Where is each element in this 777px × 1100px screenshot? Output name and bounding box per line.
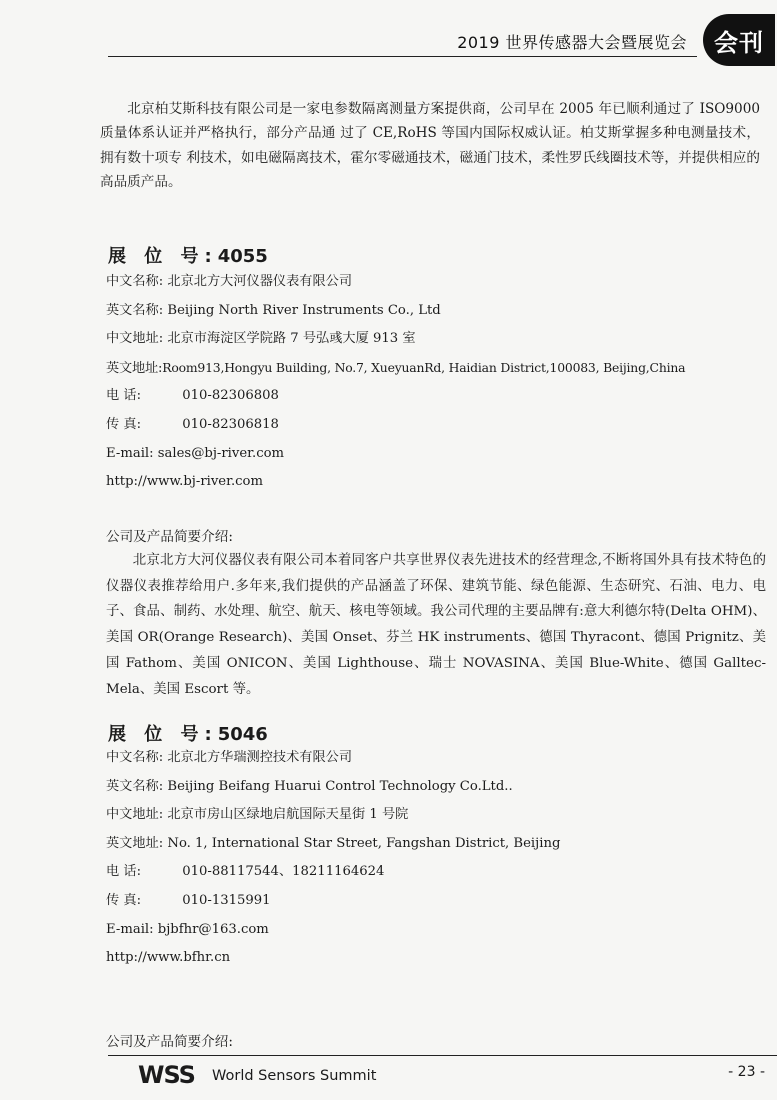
- fax-key: 传 真:: [106, 416, 142, 432]
- exhibitor2-details: [106, 750, 766, 973]
- en-name-value: Beijing Beifang Huarui Control Technology Co.Ltd..: [167, 778, 513, 794]
- tel-key: 电 话:: [106, 388, 142, 404]
- company-intro-text: 北京北方大河仪器仪表有限公司本着同客户共享世界仪表先进技术的经营理念,不断将国外具有技术特色的仪器仪表推荐给用户.多年来,我们提供的产品涵盖了环保、建筑节能、绿色能源、生态研究、石油、电力、电子、食品、制药、水处理、航空、航天、核电等领域。我公司代理的主要品牌有:意大利德尔特(Delta OHM)、美国 OR(Orange Research)、美国 Onset、芬兰 HK instruments、德国 Thyracont、德国 Prignitz、美国 Fathom、美国 ONICON、美国 Lighthouse、瑞士 NOVASINA、美国 Blue-White、德国 Galltec-Mela、美国 Escort 等。: [106, 553, 766, 697]
- cn-name-row: [106, 744, 766, 773]
- header-badge: 会刊: [703, 14, 775, 66]
- wss-logo: WSS: [138, 1061, 195, 1089]
- en-address-row: [106, 830, 766, 859]
- cn-address-key: 中文地址:: [106, 331, 164, 347]
- email-row: [106, 916, 766, 945]
- tel-key: 电 话:: [106, 864, 142, 880]
- cn-address-key: 中文地址:: [106, 807, 164, 823]
- en-name-value: Beijing North River Instruments Co., Ltd: [167, 302, 441, 318]
- cn-address-value: 北京市海淀区学院路 7 号弘彧大厦 913 室: [167, 331, 416, 347]
- exhibitor1-details: [106, 268, 766, 497]
- booth-heading-5046: [108, 720, 268, 746]
- cn-name-row: [106, 268, 766, 297]
- booth-number: 5046: [217, 724, 268, 745]
- fax-key: 传 真:: [106, 892, 142, 908]
- tel-value: 010-82306808: [182, 388, 279, 404]
- page-number: - 23 -: [728, 1064, 765, 1080]
- fax-row: [106, 887, 766, 916]
- cn-name-key: 中文名称:: [106, 274, 164, 289]
- website-link[interactable]: http://www.bfhr.cn: [106, 950, 231, 966]
- website-row: [106, 468, 766, 497]
- en-name-key: 英文名称:: [106, 778, 164, 794]
- cn-address-row: [106, 325, 766, 354]
- footer-organization: World Sensors Summit: [212, 1068, 377, 1084]
- tel-row: [106, 382, 766, 411]
- booth-label: 展 位 号:: [108, 246, 218, 267]
- en-name-row: [106, 773, 766, 802]
- company-intro-title: 公司及产品简要介绍:: [106, 1034, 233, 1050]
- email-value[interactable]: bjbfhr@163.com: [157, 921, 269, 937]
- booth-heading-4055: [108, 242, 268, 268]
- email-row: [106, 440, 766, 469]
- en-address-key: 英文地址:: [106, 835, 164, 851]
- fax-row: [106, 411, 766, 440]
- email-value[interactable]: sales@bj-river.com: [157, 445, 285, 461]
- intro-paragraph: 北京柏艾斯科技有限公司是一家电参数隔离测量方案提供商，公司早在 2005 年已顺利通过了 ISO9000 质量体系认证并严格执行，部分产品通 过了 CE,RoHS 等国内国际权威认证。柏艾斯掌握多种电测量技术，拥有数十项专 利技术，如电磁隔离技术，霍尔零磁通技术，磁通门技术，柔性罗氏线圈技术等，并提供相应的高品质产品。: [100, 101, 760, 191]
- company-intro-title: 公司及产品简要介绍:: [106, 529, 233, 545]
- en-address-key: 英文地址:: [106, 360, 163, 376]
- header-rule: [108, 56, 697, 57]
- booth-number: 4055: [217, 246, 268, 267]
- cn-name-value: 北京北方大河仪器仪表有限公司: [167, 274, 353, 289]
- email-key: E-mail:: [106, 445, 154, 461]
- fax-value: 010-1315991: [182, 892, 271, 908]
- cn-address-value: 北京市房山区绿地启航国际天星街 1 号院: [167, 807, 409, 823]
- fax-value: 010-82306818: [182, 416, 279, 432]
- booth-label: 展 位 号:: [108, 724, 218, 745]
- en-address-value: Room913,Hongyu Building, No.7, XueyuanRd, Haidian District,100083, Beijing,China: [162, 359, 686, 375]
- en-name-row: [106, 297, 766, 326]
- footer-rule: [108, 1055, 777, 1056]
- website-row: [106, 944, 766, 973]
- tel-row: [106, 858, 766, 887]
- tel-value: 010-88117544、18211164624: [182, 864, 385, 880]
- email-key: E-mail:: [106, 921, 154, 937]
- en-address-value: No. 1, International Star Street, Fangshan District, Beijing: [167, 835, 561, 851]
- en-address-row: [106, 354, 766, 383]
- cn-name-key: 中文名称:: [106, 750, 164, 765]
- en-name-key: 英文名称:: [106, 302, 164, 318]
- cn-name-value: 北京北方华瑞测控技术有限公司: [167, 750, 353, 765]
- header-title: 2019 世界传感器大会暨展览会: [457, 33, 687, 52]
- cn-address-row: [106, 801, 766, 830]
- website-link[interactable]: http://www.bj-river.com: [106, 474, 263, 490]
